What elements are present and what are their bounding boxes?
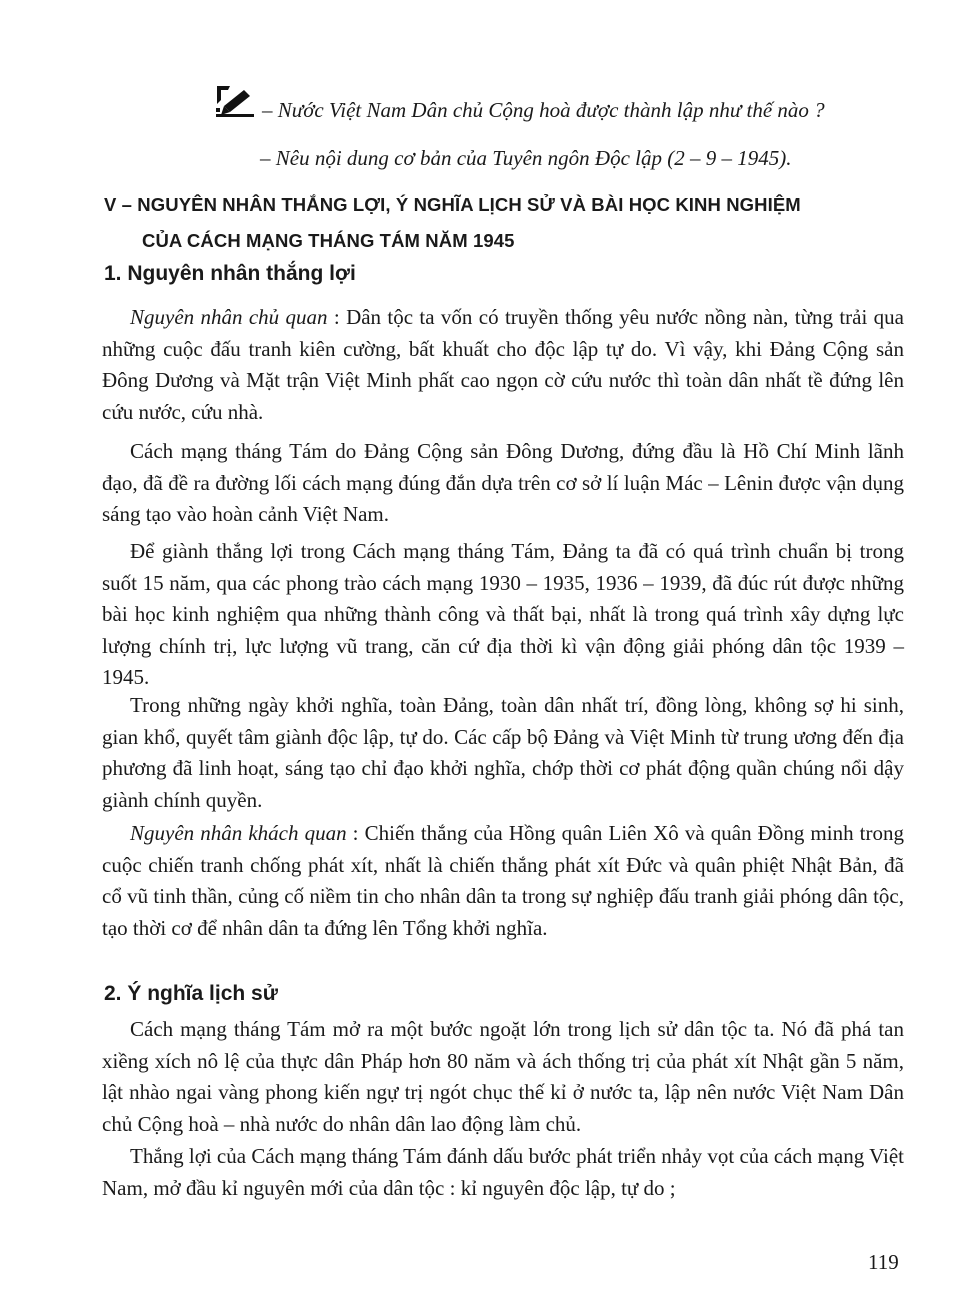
section-title-line-2: CỦA CÁCH MẠNG THÁNG TÁM NĂM 1945: [142, 230, 515, 251]
page-number: 119: [868, 1250, 899, 1274]
paragraph-objective-causes: [102, 818, 904, 944]
question-2: – Nêu nội dung cơ bản của Tuyên ngôn Độc lập (2 – 9 – 1945).: [260, 146, 792, 170]
paragraph-subjective-causes: [102, 302, 904, 428]
subheading-causes: 1. Nguyên nhân thắng lợi: [104, 262, 356, 285]
label-objective: Nguyên nhân khách quan: [130, 821, 347, 845]
text-objective: : Chiến thắng của Hồng quân Liên Xô và quân Đồng minh trong cuộc chiến tranh chống phát xít, nhất là chiến thắng phát xít Đức và quân phiệt Nhật Bản, đã cổ vũ tinh thần, củng cố niềm tin cho nhân dân ta trong sự nghiệp đấu tranh giải phóng dân tộc, tạo thời cơ để nhân dân ta đứng lên Tổng khởi nghĩa.: [102, 821, 905, 940]
paragraph-preparation: Để giành thắng lợi trong Cách mạng tháng Tám, Đảng ta đã có quá trình chuẩn bị trong suốt 15 năm, qua các phong trào cách mạng 1930 – 1935, 1936 – 1939, đã đúc rút được những bài học kinh nghiệm qua những thành công và thất bại, nhất là trong quá trình xây dựng lực lượng chính trị, lực lượng vũ trang, căn cứ địa thời kì vận động giải phóng dân tộc 1939 – 1945.: [102, 539, 904, 689]
paragraph-uprising: Trong những ngày khởi nghĩa, toàn Đảng, toàn dân nhất trí, đồng lòng, không sợ hi sinh, gian khổ, quyết tâm giành độc lập, tự do. Các cấp bộ Đảng và Việt Minh từ trung ương đến địa phương đã linh hoạt, sáng tạo chỉ đạo khởi nghĩa, chớp thời cơ phát động quần chúng nổi dậy giành chính quyền.: [102, 693, 904, 812]
section-title-line-1: V – NGUYÊN NHÂN THẮNG LỢI, Ý NGHĨA LỊCH SỬ VÀ BÀI HỌC KINH NGHIỆM: [104, 194, 801, 215]
subheading-significance: 2. Ý nghĩa lịch sử: [104, 982, 278, 1005]
label-subjective: Nguyên nhân chủ quan: [130, 305, 328, 329]
paragraph-leadership: Cách mạng tháng Tám do Đảng Cộng sản Đông Dương, đứng đầu là Hồ Chí Minh lãnh đạo, đã đề ra đường lối cách mạng đúng đắn dựa trên cơ sở lí luận Mác – Lênin được vận dụng sáng tạo vào hoàn cảnh Việt Nam.: [102, 439, 904, 526]
pencil-writing-icon: [214, 84, 254, 118]
paragraph-new-era: Thắng lợi của Cách mạng tháng Tám đánh dấu bước phát triển nhảy vọt của cách mạng Việt Nam, mở đầu kỉ nguyên mới của dân tộc : kỉ nguyên độc lập, tự do ;: [102, 1144, 904, 1200]
text-subjective: : Dân tộc ta vốn có truyền thống yêu nước nồng nàn, từng trải qua những cuộc đấu tranh kiên cường, bất khuất cho độc lập tự do. Vì vậy, khi Đảng Cộng sản Đông Dương và Mặt trận Việt Minh phất cao ngọn cờ cứu nước thì toàn dân nhất tề đứng lên cứu nước, cứu nhà.: [102, 305, 904, 424]
paragraph-turning-point: Cách mạng tháng Tám mở ra một bước ngoặt lớn trong lịch sử dân tộc ta. Nó đã phá tan xiềng xích nô lệ của thực dân Pháp hơn 80 năm và ách thống trị của phát xít Nhật gần 5 năm, lật nhào ngai vàng phong kiến ngự trị ngót chục thế kỉ ở nước ta, lập nên nước Việt Nam Dân chủ Cộng hoà – nhà nước do nhân dân lao động làm chủ.: [102, 1017, 904, 1136]
question-1: – Nước Việt Nam Dân chủ Cộng hoà được thành lập như thế nào ?: [262, 98, 825, 122]
